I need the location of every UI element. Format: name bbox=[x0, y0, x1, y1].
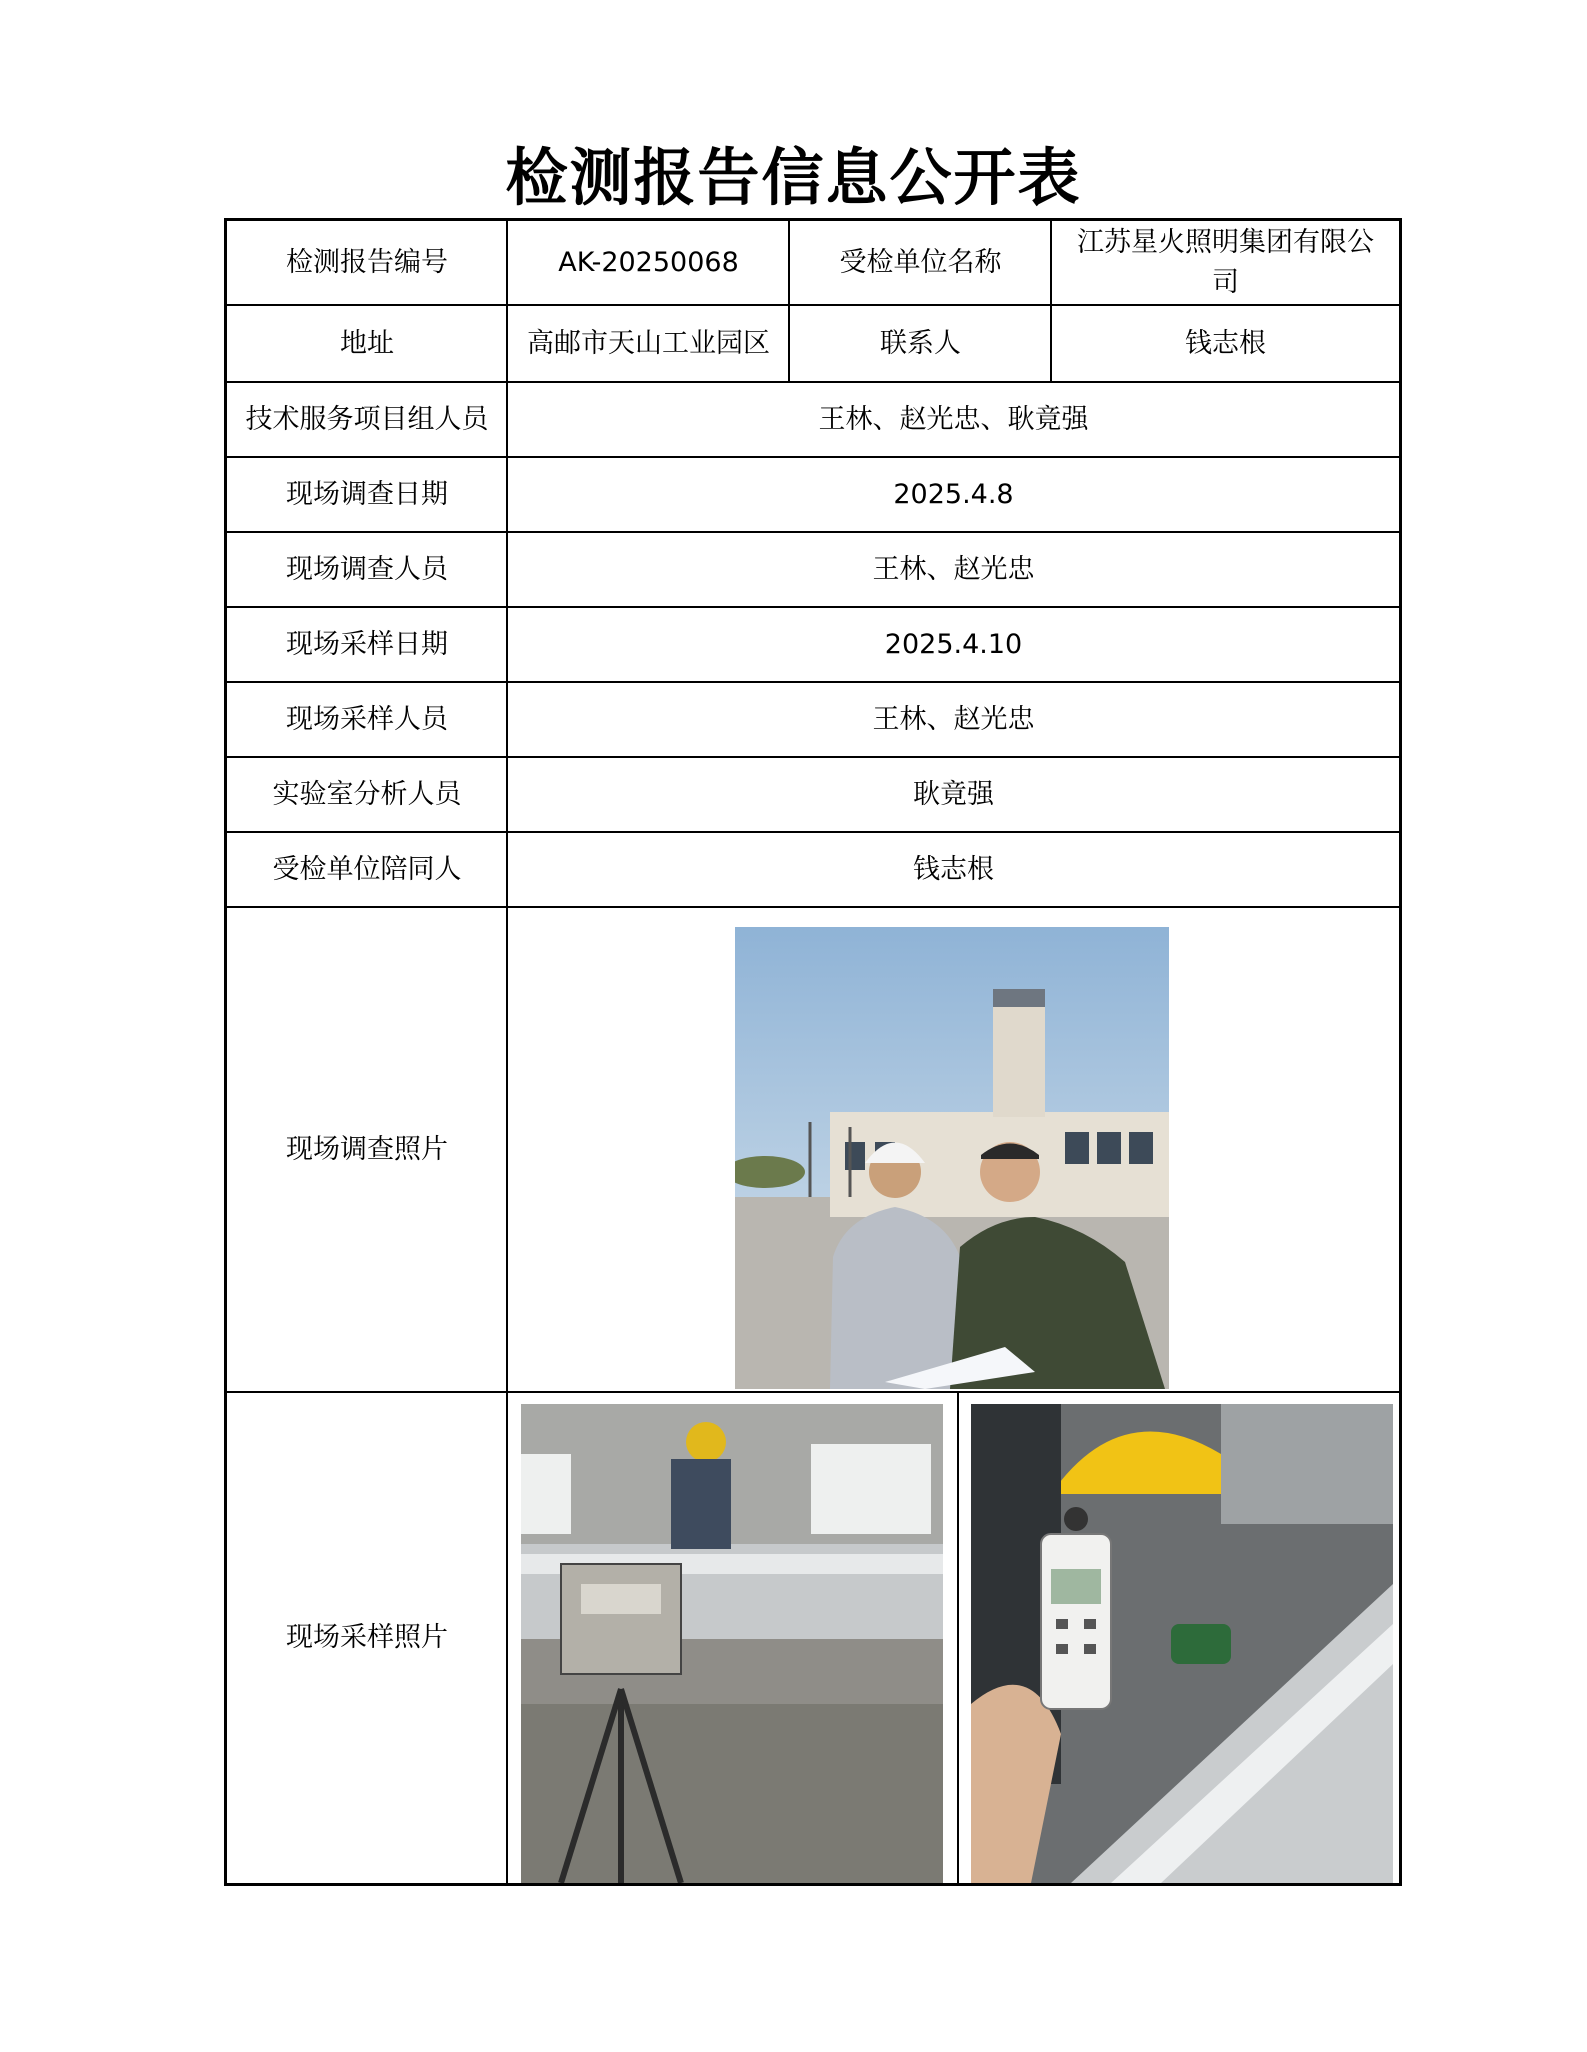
survey-date-value: 2025.4.8 bbox=[893, 479, 1014, 510]
unit-name-label: 受检单位名称 bbox=[839, 247, 1002, 278]
sampling-date-label: 现场采样日期 bbox=[286, 629, 448, 660]
sampling-photo-handheld bbox=[971, 1404, 1393, 1883]
unit-name-value: 江苏星火照明集团有限公司 bbox=[1077, 227, 1374, 298]
address-value: 高邮市天山工业园区 bbox=[527, 328, 770, 359]
team-value: 王林、赵光忠、耿竟强 bbox=[818, 404, 1089, 435]
lab-staff-label: 实验室分析人员 bbox=[272, 779, 462, 810]
survey-staff-label: 现场调查人员 bbox=[286, 554, 448, 585]
page-title: 检测报告信息公开表 bbox=[505, 141, 1082, 214]
survey-photo bbox=[735, 927, 1169, 1389]
sampling-staff-label: 现场采样人员 bbox=[286, 704, 448, 735]
sampling-photo-label: 现场采样照片 bbox=[286, 1622, 448, 1653]
escort-value: 钱志根 bbox=[913, 854, 994, 885]
contact-value: 钱志根 bbox=[1185, 328, 1266, 359]
sampling-date-value: 2025.4.10 bbox=[884, 629, 1023, 660]
contact-label: 联系人 bbox=[880, 328, 961, 359]
address-label: 地址 bbox=[340, 328, 394, 359]
survey-date-label: 现场调查日期 bbox=[286, 479, 448, 510]
survey-staff-value: 王林、赵光忠 bbox=[872, 554, 1035, 585]
report-number-value: AK-20250068 bbox=[558, 247, 739, 278]
survey-photo-label: 现场调查照片 bbox=[286, 1134, 448, 1165]
sampling-staff-value: 王林、赵光忠 bbox=[872, 704, 1035, 735]
report-info-table bbox=[224, 218, 1402, 1886]
report-number-label: 检测报告编号 bbox=[286, 247, 448, 278]
team-label: 技术服务项目组人员 bbox=[245, 404, 489, 435]
sampling-photo-tripod bbox=[521, 1404, 943, 1883]
lab-staff-value: 耿竟强 bbox=[913, 779, 994, 810]
escort-label: 受检单位陪同人 bbox=[272, 854, 462, 885]
